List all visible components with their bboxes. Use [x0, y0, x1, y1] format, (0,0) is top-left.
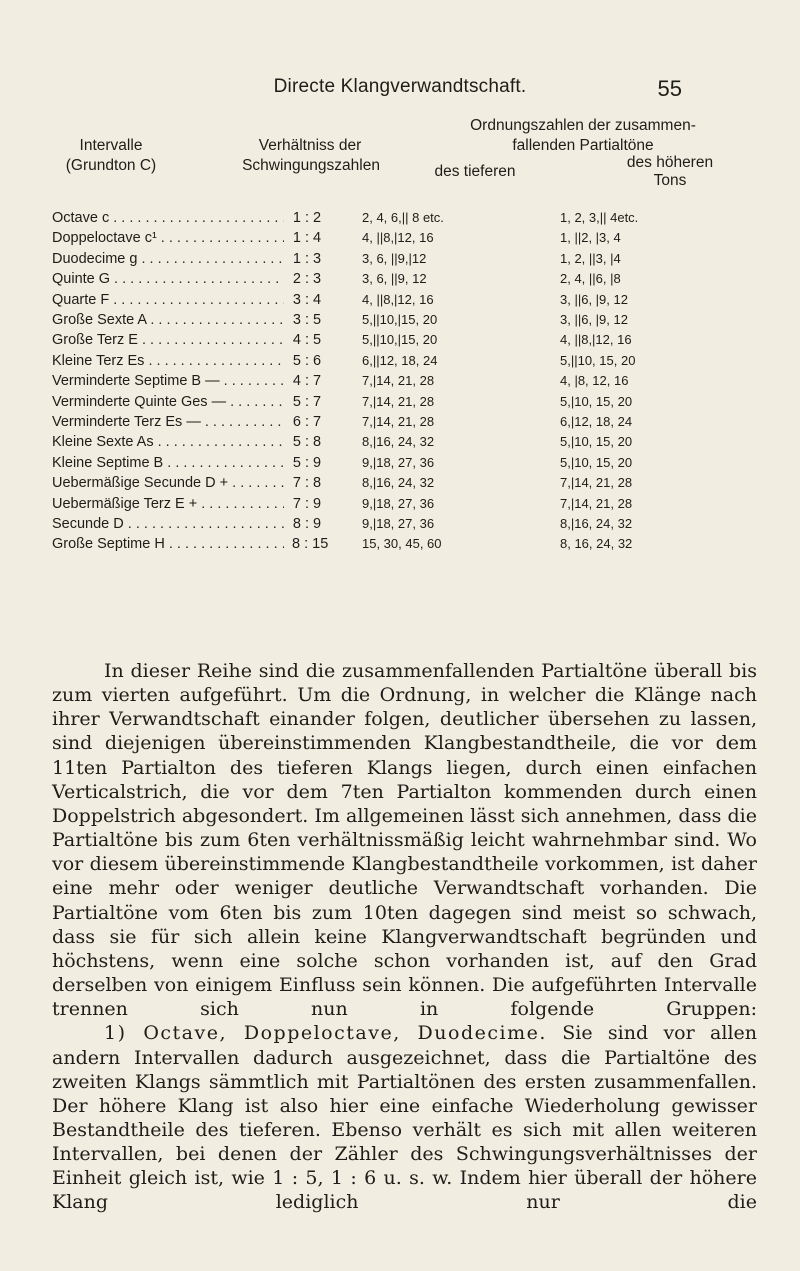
- table-row: [0, 249, 800, 269]
- interval-ratio: 6 : 7: [292, 414, 322, 430]
- running-head: [0, 76, 800, 104]
- interval-name: Quinte G . . .: [52, 269, 284, 289]
- header-intervalle: Intervalle: [79, 137, 143, 154]
- interval-name: Duodecime g . . .: [52, 249, 284, 269]
- interval-name: Verminderte Septime B — . . .: [52, 371, 284, 391]
- header-grundton: (Grundton C): [65, 157, 157, 174]
- interval-ratio: 3 : 5: [292, 312, 322, 328]
- lower-partials: 6,||12, 18, 24: [362, 352, 438, 368]
- interval-name: Kleine Sexte As . . .: [52, 432, 284, 452]
- interval-ratio: 4 : 5: [292, 332, 322, 349]
- header-ordnungszahlen: Ordnungszahlen der zusammen-: [470, 117, 696, 134]
- table-row: [0, 371, 800, 391]
- paragraph-1: In dieser Reihe sind die zusammenfallenden Partialtöne überall bis zum vierten aufgeführt. Um die Ordnung, in welcher die Klänge nach ihrer Verwandtschaft einander folgen, deutlicher übersehen zu lassen, sind diejenigen übereinstimmenden Klangbestandtheile, die vor dem 11ten Partialton des tieferen Klangs liegen, durch einen einfachen Verticalstrich, die vor dem 7ten Partialton kommenden durch einen Doppelstrich abgesondert. Im allgemeinen lässt sich annehmen, dass die Partialtöne bis zum 6ten verhältnissmäßig leicht wahrnehmbar sind. Wo vor diesem übereinstimmende Klangbestandtheile vorkommen, ist daher eine mehr oder weniger deutliche Verwandtschaft vorhanden. Die Partialtöne vom 6ten bis zum 10ten dagegen sind meist so schwach, dass sie für sich allein keine Klangverwandtschaft begründen und höchstens, wenn eine solche schon vorhanden ist, auf den Grad derselben von einigem Einfluss sein können. Die aufgeführten Intervalle trennen sich nun in folgende Gruppen:: [52, 660, 757, 1021]
- interval-name: Uebermäßige Terz E + . . .: [52, 494, 284, 514]
- higher-partials: 3, ||6, |9, 12: [560, 312, 628, 327]
- interval-ratio: 8 : 9: [292, 516, 322, 532]
- lower-partials: 9,|18, 27, 36: [362, 516, 435, 531]
- lower-partials: 4, ||8,|12, 16: [362, 291, 434, 307]
- header-des-hoeheren: des höheren: [626, 154, 714, 171]
- interval-ratio: 5 : 7: [292, 393, 322, 410]
- interval-ratio: 7 : 8: [292, 475, 322, 492]
- body-text: [52, 659, 757, 1215]
- interval-name: Uebermäßige Secunde D + . . .: [52, 473, 284, 493]
- higher-partials: 7,|14, 21, 28: [560, 475, 633, 491]
- table-row: [0, 269, 800, 289]
- interval-name: Kleine Terz Es . . .: [52, 351, 284, 371]
- interval-name: Große Terz E . . .: [52, 330, 284, 350]
- table-row: [0, 330, 800, 350]
- table-row: [0, 412, 800, 432]
- interval-name: Secunde D . . .: [52, 514, 284, 534]
- lower-partials: 8,|16, 24, 32: [362, 434, 435, 450]
- lower-partials: 4, ||8,|12, 16: [362, 230, 434, 246]
- table-row: [0, 453, 800, 473]
- interval-ratio: 5 : 8: [292, 434, 322, 451]
- lower-partials: 3, 6, ||9,|12: [362, 250, 427, 266]
- higher-partials: 1, 2, 3,|| 4etc.: [560, 210, 639, 225]
- interval-ratio: 2 : 3: [292, 271, 322, 288]
- higher-partials: 1, 2, ||3, |4: [560, 250, 621, 266]
- interval-ratio: 7 : 9: [292, 495, 322, 512]
- lower-partials: 15, 30, 45, 60: [362, 536, 442, 552]
- paragraph-2: [52, 1021, 757, 1214]
- higher-partials: 4, |8, 12, 16: [560, 373, 629, 389]
- lower-partials: 3, 6, ||9, 12: [362, 271, 427, 287]
- lower-partials: 2, 4, 6,|| 8 etc.: [362, 210, 444, 225]
- interval-name: Verminderte Quinte Ges — . . .: [52, 392, 284, 412]
- table-row: [0, 392, 800, 412]
- interval-ratio: 1 : 4: [292, 230, 322, 247]
- table-row: [0, 534, 800, 554]
- higher-partials: 5,|10, 15, 20: [560, 434, 633, 450]
- interval-ratio: 3 : 4: [292, 291, 322, 308]
- header-des-tieferen: des tieferen: [434, 163, 516, 180]
- higher-partials: 3, ||6, |9, 12: [560, 291, 628, 307]
- group-heading: 1) Octave, Doppeloctave, Duodecime.: [104, 1022, 547, 1045]
- interval-name: Kleine Septime B . . .: [52, 453, 284, 473]
- table-row: [0, 473, 800, 493]
- lower-partials: 8,|16, 24, 32: [362, 475, 435, 491]
- higher-partials: 4, ||8,|12, 16: [560, 332, 632, 348]
- table-row: [0, 432, 800, 452]
- higher-partials: 8, 16, 24, 32: [560, 536, 633, 552]
- table-row: [0, 310, 800, 330]
- higher-partials: 6,|12, 18, 24: [560, 414, 633, 429]
- table-row: [0, 228, 800, 248]
- page-header-title: Directe Klangverwandtschaft.: [273, 76, 527, 97]
- paragraph-2-text: Sie sind vor allen andern Intervallen dadurch ausgezeichnet, dass die Partialtöne des zweiten Klangs sämmtlich mit Partialtönen des ersten zusammenfallen. Der höhere Klang ist also hier eine einfache Wiederholung gewisser Bestandtheile des tieferen. Ebenso verhält es sich mit allen weiteren Intervallen, bei denen der Zähler des Schwingungsverhältnisses der Einheit gleich ist, wie 1 : 5, 1 : 6 u. s. w. Indem hier überall der höhere Klang lediglich nur die: [52, 1022, 757, 1214]
- lower-partials: 7,|14, 21, 28: [362, 393, 435, 409]
- interval-name: Große Sexte A . . .: [52, 310, 284, 330]
- lower-partials: 5,||10,|15, 20: [362, 312, 438, 327]
- interval-name: Octave c . . .: [52, 208, 284, 228]
- page-number: 55: [657, 76, 682, 101]
- interval-ratio: 4 : 7: [292, 373, 322, 390]
- higher-partials: 1, ||2, |3, 4: [560, 230, 621, 246]
- higher-partials: 2, 4, ||6, |8: [560, 271, 621, 287]
- interval-name: Verminderte Terz Es — . . .: [52, 412, 284, 432]
- interval-name: Quarte F . . .: [52, 290, 284, 310]
- interval-name: Große Septime H . . .: [52, 534, 284, 554]
- lower-partials: 9,|18, 27, 36: [362, 495, 435, 511]
- higher-partials: 5,||10, 15, 20: [560, 352, 636, 368]
- higher-partials: 7,|14, 21, 28: [560, 495, 633, 511]
- lower-partials: 5,||10,|15, 20: [362, 332, 438, 348]
- table-row: [0, 514, 800, 534]
- table-row: [0, 290, 800, 310]
- lower-partials: 7,|14, 21, 28: [362, 373, 435, 389]
- interval-ratio: 1 : 2: [292, 210, 322, 226]
- interval-ratio: 1 : 3: [292, 250, 322, 267]
- table-row: [0, 351, 800, 371]
- lower-partials: 7,|14, 21, 28: [362, 414, 435, 429]
- interval-ratio: 5 : 9: [292, 454, 322, 471]
- higher-partials: 8,|16, 24, 32: [560, 516, 633, 531]
- header-schwingungszahlen: Schwingungszahlen: [242, 157, 380, 174]
- table-row: [0, 208, 800, 228]
- higher-partials: 5,|10, 15, 20: [560, 454, 633, 470]
- header-tons: Tons: [653, 172, 687, 189]
- lower-partials: 9,|18, 27, 36: [362, 454, 435, 470]
- table-row: [0, 494, 800, 514]
- interval-ratio: 8 : 15: [292, 536, 329, 553]
- header-verhaeltniss: Verhältniss der: [258, 137, 362, 154]
- header-fallenden-partialtoene: fallenden Partialtöne: [512, 137, 654, 154]
- interval-name: Doppeloctave c¹ . . .: [52, 228, 284, 248]
- higher-partials: 5,|10, 15, 20: [560, 393, 633, 409]
- interval-ratio: 5 : 6: [292, 352, 322, 369]
